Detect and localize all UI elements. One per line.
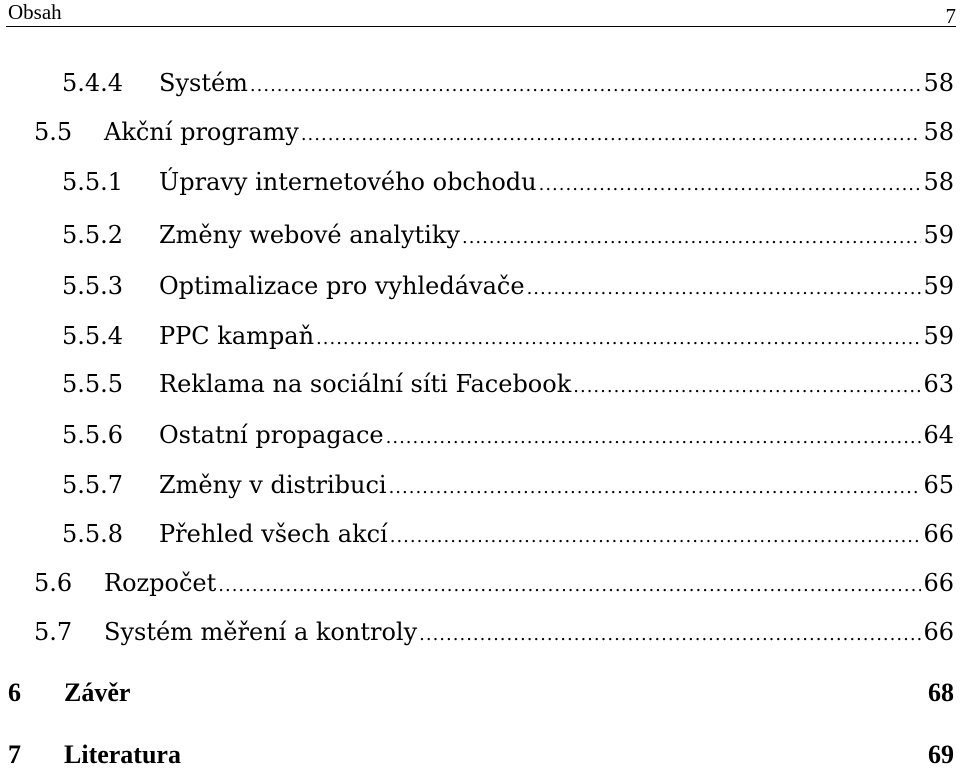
toc-chapter-number: 7 [8,740,21,769]
toc-leader-dots [316,324,921,354]
toc-leader-dots [250,71,922,101]
toc-entry-title: Přehled všech akcí [159,520,388,548]
toc-entry[interactable] [62,470,954,503]
toc-entry-page: 66 [923,520,954,548]
toc-chapter-page: 69 [928,740,954,769]
toc-entry-number: 5.5 [34,118,73,146]
toc-leader-dots [389,473,922,503]
toc-leader-dots [419,620,921,650]
toc-entry-title: Systém [159,69,248,97]
toc-entry[interactable] [34,617,954,650]
toc-entry-title: Reklama na sociální síti Facebook [159,370,572,398]
toc-leader-dots [301,120,922,150]
toc-entry-page: 63 [923,370,954,398]
toc-entry-page: 58 [923,118,954,146]
toc-leader-dots [527,274,922,304]
toc-chapter[interactable] [8,740,954,770]
toc-entry-page: 65 [923,471,954,499]
toc-entry[interactable] [62,519,954,552]
toc-leader-dots [390,522,922,552]
toc-entry-number: 5.5.1 [62,168,124,196]
toc-entry-number: 5.5.2 [62,221,124,249]
toc-entry-title: Rozpočet [104,569,217,597]
toc-entry-title: Systém měření a kontroly [104,618,418,646]
toc-entry-number: 5.5.4 [62,322,124,350]
toc-entry[interactable] [62,369,954,402]
toc-entry-title: Změny v distribuci [159,471,387,499]
page-header [6,0,956,27]
header-page-number: 7 [945,4,956,28]
toc-entry-page: 66 [923,569,954,597]
toc-entry-title: Akční programy [104,118,299,146]
toc-leader-dots [573,372,921,402]
toc-chapter-number: 6 [8,678,21,707]
toc-entry[interactable] [34,117,954,150]
toc-entry-page: 59 [923,322,954,350]
toc-entry-title: Změny webové analytiky [159,221,460,249]
toc-entry-number: 5.5.5 [62,370,124,398]
toc-entry-page: 66 [923,618,954,646]
toc-entry-number: 5.5.6 [62,421,124,449]
toc-leader-dots [218,571,921,601]
toc-entry[interactable] [34,568,954,601]
toc-entry-page: 59 [923,272,954,300]
toc-chapter-title: Literatura [64,740,181,769]
toc-chapter-page: 68 [928,678,954,707]
toc-entry-number: 5.4.4 [62,69,124,97]
toc-entry-number: 5.6 [34,569,73,597]
toc-entry-number: 5.5.3 [62,272,124,300]
toc-entry-page: 64 [923,421,954,449]
toc-entry-title: Úpravy internetového obchodu [159,168,537,196]
toc-entry-title: PPC kampaň [159,322,315,350]
toc-chapter-title: Závěr [64,678,131,707]
toc-leader-dots [386,423,922,453]
toc-entry-page: 59 [923,221,954,249]
toc-leader-dots [462,223,921,253]
toc-entry-number: 5.5.8 [62,520,124,548]
toc-entry[interactable] [62,68,954,101]
toc-entry[interactable] [62,271,954,304]
toc-entry-number: 5.7 [34,618,73,646]
header-title: Obsah [8,0,62,24]
toc-entry[interactable] [62,167,954,200]
toc-entry-number: 5.5.7 [62,471,124,499]
toc-entry[interactable] [62,220,954,253]
toc-entry-title: Optimalizace pro vyhledávače [159,272,525,300]
toc-entry[interactable] [62,321,954,354]
toc-entry-title: Ostatní propagace [159,421,384,449]
toc-leader-dots [539,170,922,200]
toc-chapter[interactable] [8,678,954,708]
toc-entry-page: 58 [923,69,954,97]
toc-entry-page: 58 [923,168,954,196]
toc-entry[interactable] [62,420,954,453]
